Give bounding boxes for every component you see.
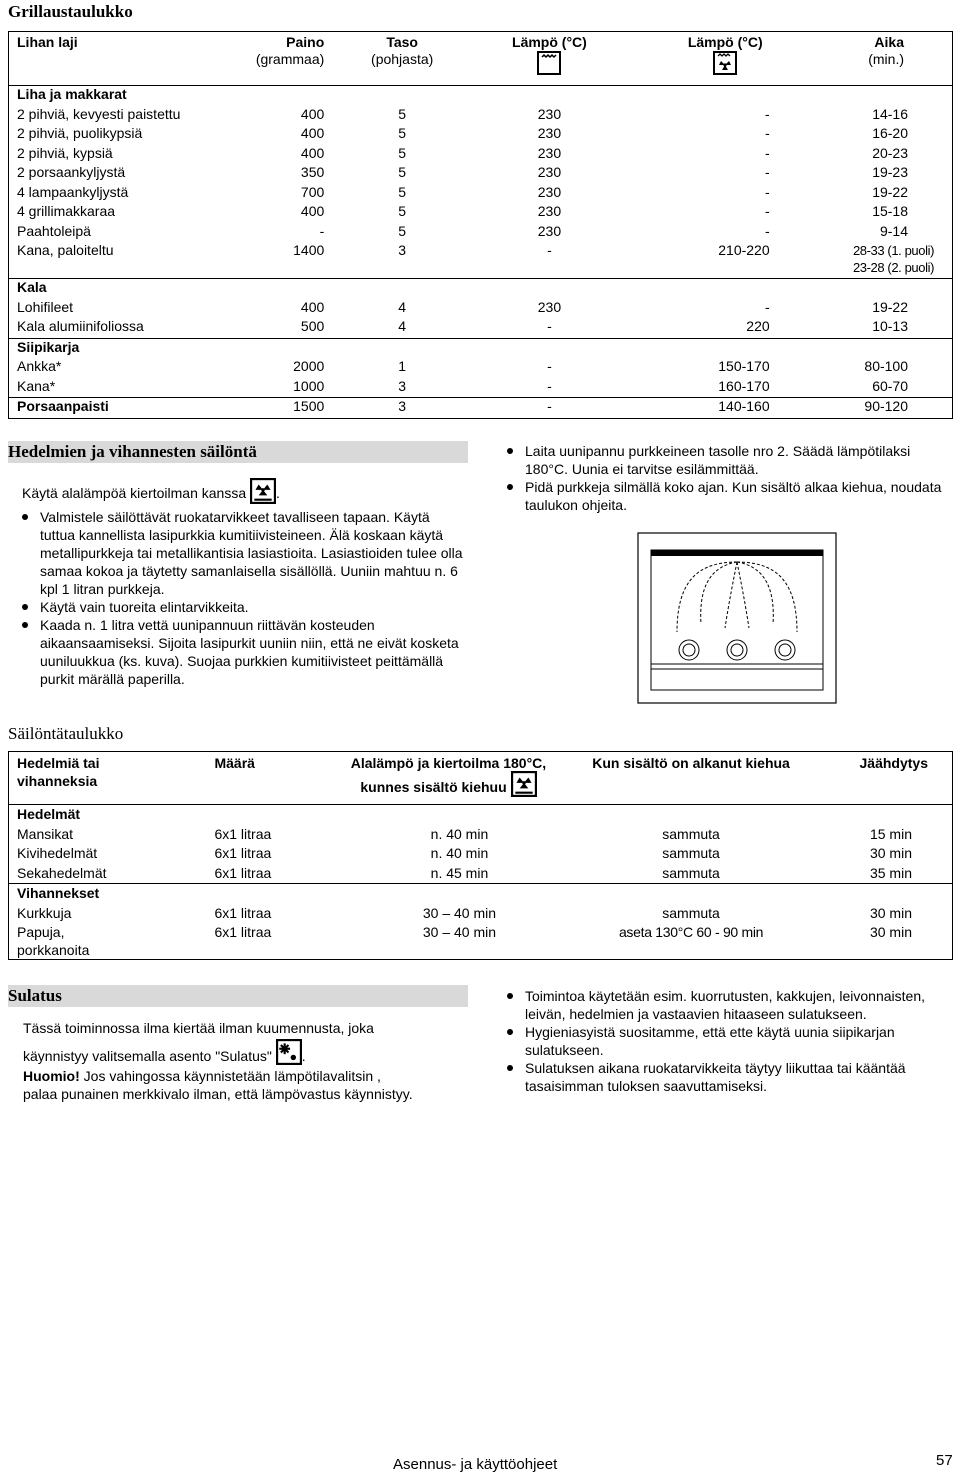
cell: 4 lampaankyljystä <box>17 183 129 200</box>
note-text: Jos vahingossa käynnistetään lämpötilavalitsin , <box>79 1068 381 1084</box>
list-item: Käytä vain tuoreita elintarvikkeita. <box>18 598 463 616</box>
cell: 6x1 litraa <box>214 864 272 881</box>
cell: 5 <box>398 164 407 180</box>
table-row <box>9 299 953 319</box>
cell: 140-160 <box>623 398 788 419</box>
section-label: Hedelmät <box>9 805 953 825</box>
cell: 230 <box>537 298 562 315</box>
cell: 3 <box>398 377 407 394</box>
preserve-intro <box>22 482 462 504</box>
cell: 2000 <box>293 358 325 374</box>
cell: - <box>764 183 770 200</box>
cell: - <box>547 318 552 334</box>
cell: Papuja, porkkanoita <box>17 924 90 958</box>
section-row <box>9 884 953 904</box>
table-row <box>9 844 953 864</box>
cell: 19-22 <box>872 183 908 200</box>
cell: 1400 <box>293 242 325 258</box>
list-item: Sulatuksen aikana ruokatarvikkeita täytyy liikuttaa tai kääntää tasaisimman tuloksen saavuttamiseksi. <box>503 1059 948 1095</box>
cell: 210-220 <box>718 242 770 258</box>
cell: 2 pihviä, kevyesti paistettu <box>17 105 181 122</box>
preserve-intro-end: . <box>276 485 280 501</box>
cell: 10-13 <box>872 318 908 334</box>
section-row <box>9 338 953 358</box>
cell: Sekahedelmät <box>17 864 107 881</box>
list-item: Pidä purkkeja silmällä koko ajan. Kun sisältö alkaa kiehua, noudata taulukon ohjeita. <box>503 478 948 514</box>
cell: - <box>764 144 770 161</box>
section-row <box>9 279 953 299</box>
page-number: 57 <box>936 1452 953 1469</box>
table-row <box>9 106 953 126</box>
cell: - <box>764 298 770 315</box>
grill-table <box>8 31 953 419</box>
table-row <box>9 358 953 378</box>
cell: Lohifileet <box>17 298 74 315</box>
cell: 1500 <box>233 398 328 419</box>
cell: 60-70 <box>872 377 908 394</box>
col-amount-header: Määrä <box>214 755 255 771</box>
cell: - <box>764 164 770 180</box>
col-cooling-header: Jäähdytys <box>859 755 928 771</box>
cell: Mansikat <box>17 825 74 842</box>
col-temp2-header: Lämpö (°C) <box>623 32 788 86</box>
cell: 500 <box>300 318 325 334</box>
section-row <box>9 86 953 106</box>
cell: 230 <box>537 164 562 180</box>
section-label: Kala <box>9 279 953 299</box>
table-row <box>9 164 953 184</box>
cell: sammuta <box>662 904 720 921</box>
cell: 1 <box>398 358 407 374</box>
cell: 19-22 <box>872 298 908 315</box>
table-row <box>9 923 953 960</box>
cell: sammuta <box>662 845 720 861</box>
cell: 15-18 <box>872 203 908 219</box>
cell: 80-100 <box>864 358 908 374</box>
cell: 2 porsaankyljystä <box>17 164 126 180</box>
defrost-text <box>23 1019 468 1103</box>
cell: 4 grillimakkaraa <box>17 203 116 219</box>
defrost-bullets <box>503 987 948 1095</box>
cell: 5 <box>398 222 407 239</box>
cell: 2 pihviä, puolikypsiä <box>17 125 143 141</box>
col-time-header: Aika (min.) <box>868 34 904 67</box>
cell: 230 <box>537 222 562 239</box>
grill-header-row <box>9 32 953 86</box>
cell: 230 <box>537 125 562 141</box>
defrost-paragraph: Tässä toiminnossa ilma kiertää ilman kuumennusta, joka <box>23 1020 374 1036</box>
cell: 3 <box>398 242 407 258</box>
cell: 2 pihviä, kypsiä <box>17 144 113 161</box>
cell: 16-20 <box>872 125 908 141</box>
footer-text: Asennus- ja käyttöohjeet <box>393 1456 558 1473</box>
preserve-heading: Hedelmien ja vihannesten säilöntä <box>8 442 257 461</box>
list-item: Valmistele säilöttävät ruokatarvikkeet tavalliseen tapaan. Käytä tuttua kannellista lasipurkkia kumitiivisteineen. Älä koskaan käytä metallipurkkeja tai metallikantisia lasiastioita. Lasiastioiden tulee olla samaa kokoa ja täytetty samanlaisella sisällöllä. Uuniin mahtuu n. 6 kpl 1 litran purkkeja. <box>18 508 463 598</box>
defrost-note <box>23 1067 468 1085</box>
defrost-icon <box>276 1039 302 1065</box>
oven-jars-illustration <box>637 532 837 704</box>
col-heat-header: Alalämpö ja kiertoilma 180°C, kunnes sisältö kiehuu <box>315 752 573 805</box>
cell: Kala alumiinifoliossa <box>17 318 144 334</box>
table-row <box>9 864 953 884</box>
cell: - <box>764 203 770 219</box>
cell: 4 <box>398 318 407 334</box>
table-row <box>9 184 953 204</box>
cell: 9-14 <box>879 222 908 239</box>
section-label: Vihannekset <box>9 884 953 904</box>
col-produce-header: Hedelmiä tai vihanneksia <box>17 755 100 789</box>
list-item: Hygieniasyistä suositamme, että ette käytä uunia siipikarjan sulatukseen. <box>503 1023 948 1059</box>
cell: 5 <box>398 183 407 200</box>
cell: - <box>764 222 770 239</box>
cell: Kana, paloiteltu <box>17 242 114 258</box>
cell: 6x1 litraa <box>214 924 272 940</box>
cell: 5 <box>398 125 407 141</box>
cell: 4 <box>398 298 407 315</box>
table-row <box>9 203 953 223</box>
cell: 6x1 litraa <box>214 845 272 861</box>
preserve-bullets-left <box>18 508 463 688</box>
cell: 150-170 <box>718 358 770 374</box>
cell: 400 <box>300 203 325 219</box>
cell: Porsaanpaisti <box>9 398 234 419</box>
cell: - <box>764 105 770 122</box>
list-item: Toimintoa käytetään esim. kuorrutusten, kakkujen, leivonnaisten, leivän, hedelmien ja vastaavien hitaaseen sulatukseen. <box>503 987 948 1023</box>
cell: n. 40 min <box>430 845 489 861</box>
cell: - <box>547 377 552 394</box>
cell: 400 <box>300 298 325 315</box>
cell: Kana* <box>17 377 56 394</box>
cell: 90-120 <box>788 398 953 419</box>
cell: 700 <box>300 183 325 200</box>
cell: n. 45 min <box>430 864 489 881</box>
col-level-header: Taso (pohjasta) <box>371 34 434 67</box>
defrost-note-2: palaa punainen merkkivalo ilman, että lämpövastus käynnistyy. <box>23 1086 413 1102</box>
cell: 15 min <box>869 825 912 842</box>
preserve-intro-text: Käytä alalämpöä kiertoilman kanssa <box>22 485 247 501</box>
cell: 30 min <box>869 924 912 940</box>
cell: 400 <box>300 125 325 141</box>
storage-table <box>8 751 953 960</box>
cell: 400 <box>300 105 325 122</box>
table-row <box>9 825 953 845</box>
preserve-bullets-right <box>503 442 948 514</box>
cell: 350 <box>300 164 325 180</box>
table-row <box>9 398 953 419</box>
table-row <box>9 145 953 165</box>
note-label: Huomio! <box>23 1068 80 1084</box>
list-item: Kaada n. 1 litra vettä uunipannuun riittävän kosteuden aikaansaamiseksi. Sijoita lasipurkit uuniin niin, että ne eivät kosketa uuniluukkua (ks. kuva). Suojaa purkkien kumitiivisteet peittämällä purkit märällä paperilla. <box>18 616 463 688</box>
section-label: Liha ja makkarat <box>9 86 953 106</box>
defrost-heading: Sulatus <box>8 986 62 1005</box>
cell: - <box>547 242 552 258</box>
cell: 19-23 <box>872 164 908 180</box>
storage-header-row <box>9 752 953 805</box>
cell: 35 min <box>869 864 912 881</box>
defrost-line-end: . <box>301 1048 306 1064</box>
cell: 230 <box>537 144 562 161</box>
cell: 14-16 <box>872 105 908 122</box>
cell: 5 <box>398 105 407 122</box>
list-item: Laita uunipannu purkkeineen tasolle nro 2. Säädä lämpötilaksi 180°C. Uunia ei tarvitse esilämmittää. <box>503 442 948 478</box>
cell: - <box>547 358 552 374</box>
table-row <box>9 242 953 276</box>
bottom-heat-fan-icon <box>511 771 537 797</box>
col-weight-header: Paino (grammaa) <box>255 34 325 67</box>
cell: 30 min <box>869 845 912 861</box>
table-row <box>9 378 953 398</box>
table-row <box>9 318 953 338</box>
cell: Kivihedelmät <box>17 845 98 861</box>
section-row <box>9 805 953 825</box>
col-temp1-header: Lämpö (°C) <box>468 32 623 86</box>
table-row <box>9 125 953 145</box>
grill-heat-icon <box>537 51 561 75</box>
cell: 230 <box>537 203 562 219</box>
cell: 5 <box>398 144 407 161</box>
cell: 3 <box>328 398 468 419</box>
defrost-line: käynnistyy valitsemalla asento "Sulatus" <box>23 1048 272 1064</box>
cell: 400 <box>300 144 325 161</box>
col-meat-header: Lihan laji <box>17 34 78 50</box>
cell: 230 <box>537 183 562 200</box>
cell: sammuta <box>662 825 720 842</box>
cell: 28-33 (1. puoli) 23-28 (2. puoli) <box>852 243 934 275</box>
defrost-paragraph-2 <box>23 1045 468 1067</box>
defrost-heading-bar <box>8 985 468 1007</box>
cell: - <box>468 398 623 419</box>
cell: sammuta <box>662 864 720 881</box>
cell: - <box>764 125 770 141</box>
storage-title: Säilöntätaulukko <box>8 724 124 743</box>
cell: 30 min <box>869 904 912 921</box>
cell: Paahtoleipä <box>17 222 91 239</box>
fan-grill-icon <box>713 51 737 75</box>
cell: aseta 130°C 60 - 90 min <box>618 924 764 940</box>
cell: 6x1 litraa <box>214 825 272 842</box>
cell: 220 <box>746 318 770 334</box>
cell: 160-170 <box>718 377 770 394</box>
page-title: Grillaustaulukko <box>8 2 133 21</box>
col-boiling-header: Kun sisältö on alkanut kiehua <box>592 755 790 771</box>
bottom-heat-fan-icon <box>250 478 276 504</box>
cell: Kurkkuja <box>17 904 72 921</box>
table-row <box>9 904 953 924</box>
table-row <box>9 223 953 243</box>
cell: 6x1 litraa <box>214 904 272 921</box>
section-label: Siipikarja <box>9 338 953 358</box>
cell: n. 40 min <box>430 825 489 842</box>
cell: 230 <box>537 105 562 122</box>
cell: 20-23 <box>872 144 908 161</box>
cell: Ankka* <box>17 358 62 374</box>
cell: 5 <box>398 203 407 219</box>
cell: 30 – 40 min <box>422 904 497 921</box>
cell: 1000 <box>293 377 325 394</box>
cell: 30 – 40 min <box>422 924 497 940</box>
cell: - <box>319 222 325 239</box>
